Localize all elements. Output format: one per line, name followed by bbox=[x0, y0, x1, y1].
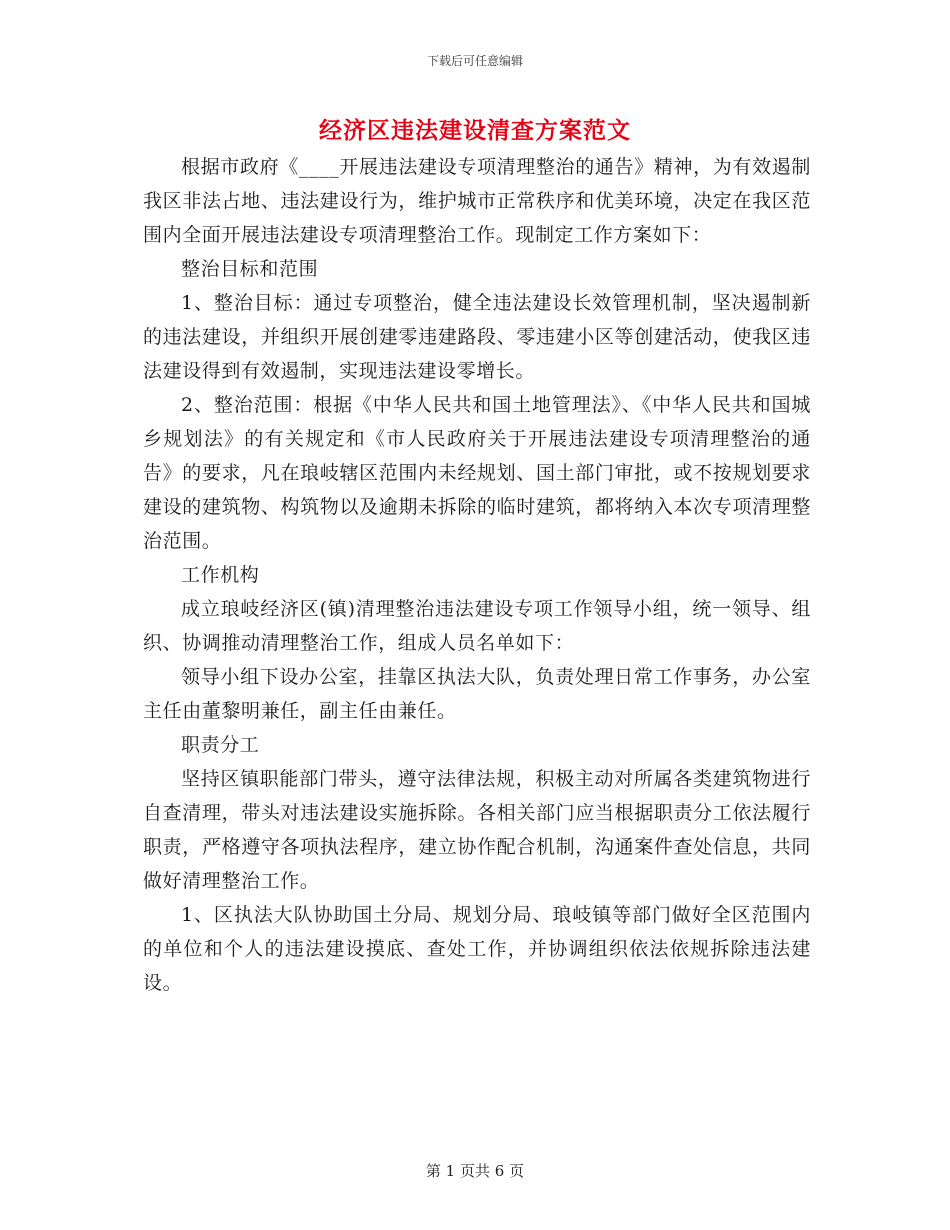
paragraph-scope: 2、整治范围：根据《中华人民共和国土地管理法》、《中华人民共和国城乡规划法》的有关规定和《市人民政府关于开展违法建设专项清理整治的通告》的要求，凡在琅岐辖区范围内未经规划、国土部门审批，或不按规划要求建设的建筑物、构筑物以及逾期未拆除的临时建筑，都将纳入本次专项清理整治范围。 bbox=[143, 394, 811, 552]
section-heading-organization: 工作机构 bbox=[181, 564, 260, 586]
paragraph-intro: 根据市政府《____开展违法建设专项清理整治的通告》精神，为有效遏制我区非法占地、违法建设行为，维护城市正常秩序和优美环境，决定在我区范围内全面开展违法建设专项清理整治工作。现制定工作方案如下： bbox=[143, 156, 811, 246]
paragraph-office: 领导小组下设办公室，挂靠区执法大队，负责处理日常工作事务，办公室主任由董黎明兼任，副主任由兼任。 bbox=[143, 666, 811, 722]
section-heading-goals: 整治目标和范围 bbox=[181, 258, 319, 280]
paragraph-leading-group: 成立琅岐经济区(镇)清理整治违法建设专项工作领导小组，统一领导、组织、协调推动清理整治工作，组成人员名单如下： bbox=[143, 598, 811, 654]
paragraph-duty-1: 1、区执法大队协助国土分局、规划分局、琅岐镇等部门做好全区范围内的单位和个人的违法建设摸底、查处工作，并协调组织依法依规拆除违法建设。 bbox=[143, 904, 811, 994]
document-title: 经济区违法建设清查方案范文 bbox=[319, 117, 631, 144]
document-body bbox=[143, 150, 811, 1000]
page-number: 第 1 页共 6 页 bbox=[425, 1162, 525, 1180]
section-heading-duties: 职责分工 bbox=[181, 734, 260, 756]
paragraph-goal: 1、整治目标：通过专项整治，健全违法建设长效管理机制，坚决遏制新的违法建设，并组织开展创建零违建路段、零违建小区等创建活动，使我区违法建设得到有效遏制，实现违法建设零增长。 bbox=[143, 292, 811, 382]
paragraph-duties-principle: 坚持区镇职能部门带头，遵守法律法规，积极主动对所属各类建筑物进行自查清理，带头对违法建设实施拆除。各相关部门应当根据职责分工依法履行职责，严格遵守各项执法程序，建立协作配合机制，沟通案件查处信息，共同做好清理整治工作。 bbox=[143, 768, 811, 892]
page-header: 下载后可任意编辑 bbox=[426, 54, 523, 68]
